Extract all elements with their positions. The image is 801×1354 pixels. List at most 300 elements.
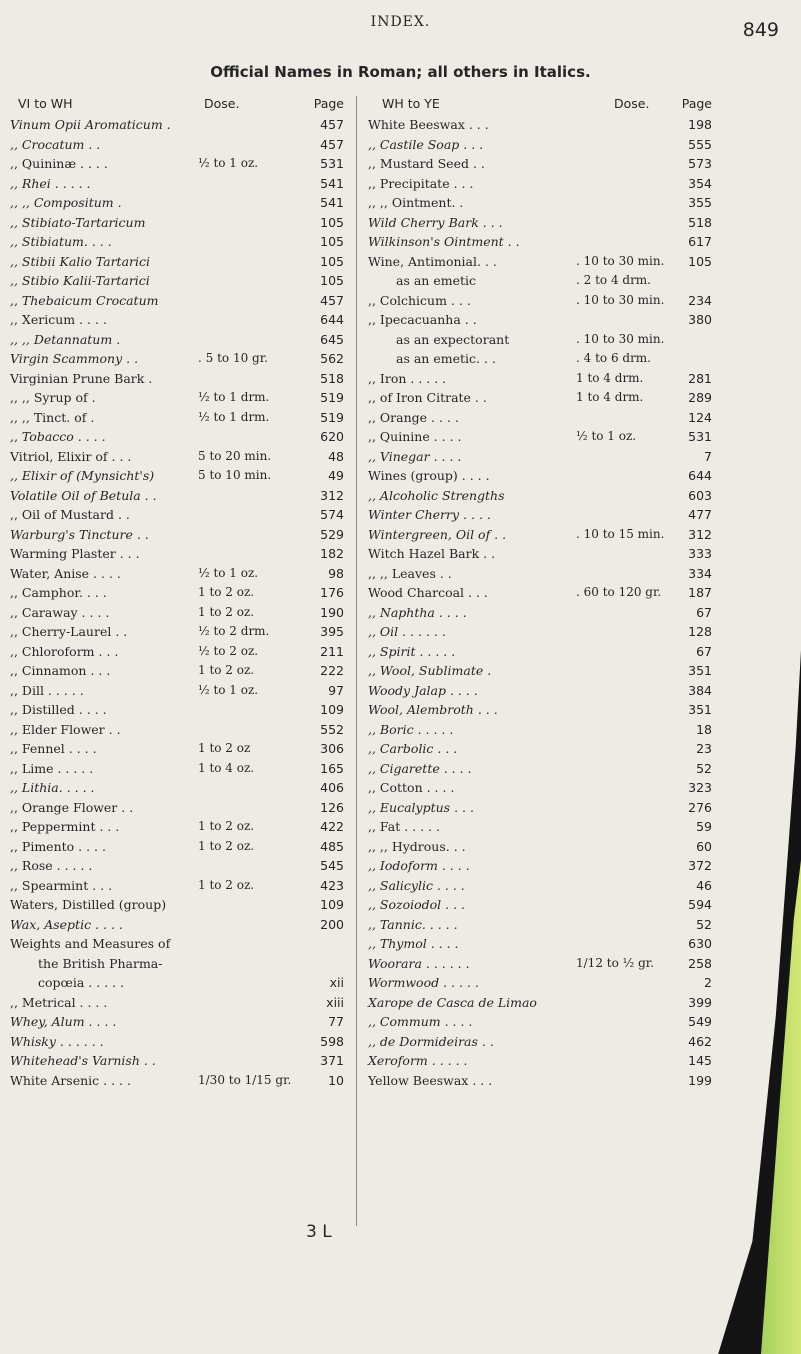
- entry-page: 222: [320, 663, 344, 678]
- entry-name: Warburg's Tincture . .: [10, 526, 149, 542]
- entry-page: 109: [320, 897, 344, 912]
- entry-page: 198: [688, 117, 712, 132]
- entry-dose: . 10 to 30 min.: [576, 253, 665, 268]
- entry-page: 354: [688, 175, 712, 191]
- entry-page: 552: [320, 721, 344, 737]
- entry-page: 289: [688, 390, 712, 405]
- right-index-column: [368, 96, 716, 1090]
- entry-dose: 1 to 4 drm.: [576, 390, 644, 404]
- entry-page: xii: [329, 975, 344, 990]
- index-entry: [368, 486, 716, 506]
- entry-page: 98: [328, 565, 344, 581]
- index-entry: [368, 720, 716, 740]
- index-entry: [10, 1051, 348, 1071]
- page-header: [0, 14, 801, 44]
- entry-dose: ½ to 2 oz.: [198, 643, 259, 658]
- index-entry: [368, 174, 716, 194]
- entry-page: 145: [688, 1053, 712, 1068]
- left-index-column: [10, 96, 348, 1090]
- entry-name: ,, Metrical . . . .: [10, 994, 108, 1010]
- entry-name: ,, Peppermint . . .: [10, 819, 120, 834]
- index-entry: [368, 778, 716, 798]
- entry-name: Vitriol, Elixir of . . .: [10, 448, 132, 464]
- entry-page: 126: [320, 799, 344, 815]
- index-entry: [368, 661, 716, 681]
- entry-name: ,, Rose . . . . .: [10, 858, 93, 873]
- entry-page: 630: [688, 936, 712, 951]
- entry-page: 306: [320, 741, 344, 756]
- entry-page: 598: [320, 1033, 344, 1049]
- entry-name: ,, Lithia. . . . .: [10, 780, 95, 795]
- entry-page: 462: [688, 1033, 712, 1049]
- index-entry: [10, 661, 348, 681]
- entry-dose: 5 to 20 min.: [198, 448, 272, 463]
- entry-name: ,, Camphor. . . .: [10, 585, 107, 600]
- index-entry: [368, 700, 716, 720]
- entry-page: 23: [696, 741, 712, 756]
- index-entry: [10, 622, 348, 642]
- entry-dose: ½ to 1 oz.: [198, 682, 259, 697]
- entry-name: ,, Quinine . . . .: [368, 429, 462, 444]
- entry-dose: 1 to 2 oz.: [198, 585, 255, 599]
- entry-name: as an emetic: [396, 273, 476, 288]
- entry-page: 477: [688, 507, 712, 522]
- entry-page: 406: [320, 780, 344, 795]
- entry-page: 200: [320, 916, 344, 932]
- index-entry: [368, 837, 716, 857]
- index-entry: [10, 213, 348, 233]
- entry-name: ,, Orange Flower . .: [10, 799, 134, 815]
- index-entry: [368, 193, 716, 213]
- index-entry: [10, 973, 348, 993]
- entry-page: 7: [704, 448, 712, 464]
- index-entry: [368, 466, 716, 486]
- entry-page: 617: [688, 234, 712, 249]
- index-entry: [10, 369, 348, 389]
- entry-page: xiii: [326, 994, 344, 1010]
- entry-dose: ½ to 1 drm.: [198, 409, 270, 424]
- entry-page: 423: [320, 877, 344, 893]
- entry-page: 519: [320, 390, 344, 405]
- index-entry: [10, 642, 348, 662]
- entry-name: Wool, Alembroth . . .: [368, 702, 498, 717]
- index-entry: [368, 934, 716, 954]
- entry-name: ,, Alcoholic Strengths: [368, 487, 505, 503]
- page-number: 849: [742, 19, 779, 41]
- entry-dose: ½ to 2 drm.: [198, 624, 270, 638]
- right-page-label: Page: [681, 96, 712, 111]
- left-range-label: VI to WH: [18, 96, 73, 111]
- entry-name: ,, Oil of Mustard . .: [10, 507, 130, 522]
- entry-page: 574: [320, 507, 344, 522]
- index-entry: [368, 252, 716, 272]
- index-entry: [10, 700, 348, 720]
- entry-name: ,, Rhei . . . . .: [10, 175, 91, 191]
- entry-name: ,, Carbolic . . .: [368, 741, 458, 756]
- index-entry: [10, 817, 348, 837]
- entry-name: ,, Wool, Sublimate .: [368, 663, 492, 678]
- index-entry: [10, 739, 348, 759]
- right-entry-list: [368, 115, 716, 1090]
- entry-name: ,, Oil . . . . . .: [368, 624, 446, 639]
- entry-page: 105: [688, 253, 712, 269]
- entry-name: ,, Orange . . . .: [368, 409, 459, 425]
- entry-name: ,, ,, Tinct. of .: [10, 409, 95, 425]
- index-entry: [368, 291, 716, 311]
- entry-dose: ½ to 1 oz.: [198, 565, 259, 580]
- entry-name: Witch Hazel Bark . .: [368, 546, 496, 561]
- entry-name: ,, Sozoiodol . . .: [368, 897, 466, 912]
- entry-page: 187: [688, 585, 712, 600]
- entry-name: Wilkinson's Ointment . .: [368, 234, 520, 249]
- right-dose-label: Dose.: [614, 96, 650, 111]
- index-entry: [368, 798, 716, 818]
- entry-name: Wormwood . . . . .: [368, 975, 479, 990]
- index-entry: [10, 447, 348, 467]
- index-entry: [368, 447, 716, 467]
- entry-page: 105: [320, 234, 344, 249]
- index-entry: [368, 954, 716, 974]
- index-entry: [368, 1032, 716, 1052]
- entry-name: ,, de Dormideiras . .: [368, 1033, 494, 1049]
- entry-name: ,, Tobacco . . . .: [10, 429, 106, 444]
- entry-name: ,, Fat . . . . .: [368, 819, 440, 834]
- entry-name: ,, Cinnamon . . .: [10, 663, 111, 678]
- index-entry: [10, 505, 348, 525]
- index-entry: [10, 798, 348, 818]
- entry-page: 211: [320, 643, 344, 659]
- index-entry: [10, 856, 348, 876]
- index-entry: [10, 466, 348, 486]
- entry-name: ,, Commum . . . .: [368, 1014, 473, 1029]
- entry-name: ,, Chloroform . . .: [10, 643, 119, 659]
- index-entry: [368, 388, 716, 408]
- entry-name: Whey, Alum . . . .: [10, 1014, 117, 1029]
- entry-name: ,, ,, Leaves . .: [368, 565, 452, 581]
- entry-dose: 1/12 to ½ gr.: [576, 955, 654, 970]
- index-entry: [10, 1071, 348, 1091]
- entry-name: ,, Spearmint . . .: [10, 877, 113, 893]
- index-entry: [10, 915, 348, 935]
- entry-page: 457: [320, 117, 344, 132]
- entry-name: Xeroform . . . . .: [368, 1053, 468, 1068]
- entry-dose: 1/30 to 1/15 gr.: [198, 1072, 292, 1087]
- entry-page: 67: [696, 604, 712, 620]
- entry-dose: 1 to 4 oz.: [198, 760, 255, 775]
- entry-dose: 1 to 2 oz: [198, 741, 251, 755]
- entry-page: 644: [688, 468, 712, 483]
- index-entry: [368, 271, 716, 291]
- entry-page: 620: [320, 429, 344, 444]
- index-entry: [368, 622, 716, 642]
- entry-name: Whitehead's Varnish . .: [10, 1053, 156, 1068]
- entry-page: 128: [688, 624, 712, 639]
- entry-page: 529: [320, 526, 344, 542]
- index-title: INDEX.: [370, 14, 431, 30]
- entry-dose: 1 to 2 oz.: [198, 663, 255, 677]
- index-entry: [368, 759, 716, 779]
- entry-page: 457: [320, 136, 344, 152]
- entry-page: 518: [688, 214, 712, 230]
- entry-name: ,, Vinegar . . . .: [368, 448, 462, 464]
- entry-name: ,, Stibiato-Tartaricum: [10, 214, 146, 230]
- entry-page: 531: [688, 429, 712, 444]
- entry-name: ,, Quininæ . . . .: [10, 156, 108, 171]
- entry-page: 52: [696, 916, 712, 932]
- entry-name: Winter Cherry . . . .: [368, 507, 491, 522]
- index-entry: [10, 934, 348, 954]
- entry-name: Wine, Antimonial. . .: [368, 253, 497, 269]
- index-entry: [10, 486, 348, 506]
- entry-name: ,, ,, Ointment. .: [368, 195, 464, 210]
- entry-name: ,, Elixir of (Mynsicht's): [10, 468, 155, 483]
- entry-page: 52: [696, 760, 712, 776]
- entry-name: ,, Naphtha . . . .: [368, 604, 467, 620]
- entry-page: 518: [320, 370, 344, 386]
- index-entry: [10, 525, 348, 545]
- index-entry: [368, 369, 716, 389]
- entry-page: 384: [688, 682, 712, 698]
- entry-name: ,, Thymol . . . .: [368, 936, 459, 951]
- index-entry: [10, 954, 348, 974]
- entry-name: Virgin Scammony . .: [10, 351, 139, 366]
- index-entry: [10, 720, 348, 740]
- index-entry: [10, 1032, 348, 1052]
- entry-page: 573: [688, 156, 712, 171]
- entry-page: 645: [320, 331, 344, 347]
- entry-page: 372: [688, 858, 712, 873]
- index-entry: [368, 427, 716, 447]
- index-entry: [368, 642, 716, 662]
- index-entry: [368, 115, 716, 135]
- entry-page: 109: [320, 702, 344, 717]
- entry-name: ,, Salicylic . . . .: [368, 877, 465, 893]
- entry-name: Xarope de Casca de Limao: [368, 994, 537, 1010]
- entry-name: ,, Crocatum . .: [10, 136, 101, 152]
- entry-name: ,, Thebaicum Crocatum: [10, 292, 159, 308]
- index-entry: [10, 232, 348, 252]
- entry-name: ,, Lime . . . . .: [10, 760, 94, 776]
- entry-page: 334: [688, 565, 712, 581]
- entry-name: ,, Elder Flower . .: [10, 721, 121, 737]
- entry-name: ,, Tannic. . . . .: [368, 916, 458, 932]
- entry-page: 457: [320, 292, 344, 308]
- index-entry: [368, 564, 716, 584]
- entry-name: Woorara . . . . . .: [368, 955, 470, 971]
- entry-name: ,, ,, Detannatum .: [10, 331, 121, 347]
- entry-name: ,, Stibio Kalii-Tartarici: [10, 273, 150, 288]
- index-entry: [368, 993, 716, 1013]
- index-entry: [368, 1012, 716, 1032]
- entry-page: 312: [320, 487, 344, 503]
- index-entry: [10, 1012, 348, 1032]
- subtitle: Official Names in Roman; all others in Italics.: [210, 63, 591, 81]
- index-entry: [368, 603, 716, 623]
- entry-name: Whisky . . . . . .: [10, 1033, 104, 1049]
- index-entry: [368, 154, 716, 174]
- index-entry: [10, 681, 348, 701]
- index-entry: [368, 408, 716, 428]
- entry-page: 541: [320, 195, 344, 210]
- entry-name: ,, Iodoform . . . .: [368, 858, 470, 873]
- entry-name: ,, Caraway . . . .: [10, 604, 110, 620]
- index-entry: [368, 349, 716, 369]
- entry-page: 371: [320, 1053, 344, 1068]
- entry-page: 60: [696, 838, 712, 854]
- entry-page: 562: [320, 351, 344, 366]
- entry-page: 165: [320, 760, 344, 776]
- entry-page: 176: [320, 585, 344, 600]
- index-entry: [368, 876, 716, 896]
- index-entry: [10, 408, 348, 428]
- right-column-header: [368, 96, 716, 115]
- entry-page: 199: [688, 1072, 712, 1088]
- entry-page: 276: [688, 799, 712, 815]
- entry-name: Wild Cherry Bark . . .: [368, 214, 503, 230]
- entry-page: 380: [688, 312, 712, 327]
- index-entry: [10, 993, 348, 1013]
- entry-page: 519: [320, 409, 344, 425]
- entry-name: ,, Ipecacuanha . .: [368, 312, 477, 327]
- index-entry: [10, 778, 348, 798]
- entry-dose: . 4 to 6 drm.: [576, 351, 651, 365]
- index-entry: [368, 310, 716, 330]
- entry-name: copœia . . . . .: [38, 975, 125, 990]
- entry-page: 182: [320, 546, 344, 561]
- entry-dose: . 60 to 120 gr.: [576, 585, 662, 599]
- index-entry: [10, 388, 348, 408]
- index-entry: [368, 915, 716, 935]
- entry-name: Wines (group) . . . .: [368, 468, 490, 483]
- entry-name: ,, Colchicum . . .: [368, 292, 471, 308]
- index-entry: [368, 817, 716, 837]
- entry-name: ,, Mustard Seed . .: [368, 156, 485, 171]
- entry-dose: 5 to 10 min.: [198, 468, 272, 482]
- entry-name: ,, ,, Syrup of .: [10, 390, 96, 405]
- index-entry: [368, 1051, 716, 1071]
- index-entry: [368, 895, 716, 915]
- entry-page: 105: [320, 253, 344, 269]
- entry-name: ,, Dill . . . . .: [10, 682, 84, 698]
- entry-dose: . 2 to 4 drm.: [576, 273, 651, 287]
- index-entry: [10, 310, 348, 330]
- entry-dose: ½ to 1 oz.: [576, 429, 637, 443]
- entry-name: Wax, Aseptic . . . .: [10, 916, 123, 932]
- entry-name: ,, Iron . . . . .: [368, 370, 447, 386]
- entry-name: ,, of Iron Citrate . .: [368, 390, 487, 405]
- entry-name: ,, Precipitate . . .: [368, 175, 474, 191]
- entry-page: 541: [320, 175, 344, 191]
- index-entry: [10, 291, 348, 311]
- entry-name: Waters, Distilled (group): [10, 897, 167, 912]
- entry-page: 603: [688, 487, 712, 503]
- entry-dose: . 10 to 15 min.: [576, 526, 665, 541]
- entry-page: 77: [328, 1014, 344, 1029]
- entry-name: ,, Pimento . . . .: [10, 838, 106, 854]
- entry-name: White Arsenic . . . .: [10, 1072, 131, 1088]
- entry-name: ,, ,, Compositum .: [10, 195, 122, 210]
- entry-dose: 1 to 2 oz.: [198, 838, 255, 853]
- entry-page: 594: [688, 897, 712, 912]
- right-range-label: WH to YE: [382, 96, 440, 111]
- entry-page: 281: [688, 370, 712, 386]
- index-entry: [10, 583, 348, 603]
- entry-dose: . 10 to 30 min.: [576, 331, 665, 346]
- entry-page: 555: [688, 136, 712, 152]
- left-entry-list: [10, 115, 348, 1090]
- entry-page: 49: [328, 468, 344, 483]
- entry-page: 46: [696, 877, 712, 893]
- entry-name: ,, Fennel . . . .: [10, 741, 97, 756]
- entry-name: ,, Cherry-Laurel . .: [10, 624, 128, 639]
- index-entry: [368, 232, 716, 252]
- entry-name: ,, Boric . . . . .: [368, 721, 454, 737]
- entry-name: ,, Cotton . . . .: [368, 780, 455, 795]
- entry-dose: . 10 to 30 min.: [576, 292, 665, 307]
- index-entry: [368, 213, 716, 233]
- entry-page: 399: [688, 994, 712, 1010]
- entry-name: the British Pharma-: [38, 955, 163, 971]
- index-entry: [10, 564, 348, 584]
- entry-page: 2: [704, 975, 712, 990]
- entry-name: Wood Charcoal . . .: [368, 585, 488, 600]
- entry-dose: 1 to 4 drm.: [576, 370, 644, 385]
- entry-page: 97: [328, 682, 344, 698]
- entry-dose: ½ to 1 drm.: [198, 390, 270, 404]
- entry-page: 190: [320, 604, 344, 620]
- entry-page: 351: [688, 663, 712, 678]
- entry-name: ,, Castile Soap . . .: [368, 136, 484, 152]
- index-entry: [10, 895, 348, 915]
- entry-page: 18: [696, 721, 712, 737]
- entry-page: 234: [688, 292, 712, 308]
- index-entry: [368, 856, 716, 876]
- entry-name: ,, Cigarette . . . .: [368, 760, 472, 776]
- entry-page: 105: [320, 273, 344, 288]
- entry-page: 355: [688, 195, 712, 210]
- entry-page: 395: [320, 624, 344, 639]
- index-entry: [368, 544, 716, 564]
- index-entry: [368, 739, 716, 759]
- entry-name: ,, Stibiatum. . . .: [10, 234, 112, 249]
- entry-page: 351: [688, 702, 712, 717]
- index-entry: [10, 349, 348, 369]
- entry-name: ,, Spirit . . . . .: [368, 643, 456, 659]
- entry-name: ,, Eucalyptus . . .: [368, 799, 474, 815]
- left-dose-label: Dose.: [204, 96, 240, 111]
- index-entry: [10, 603, 348, 623]
- entry-name: as an expectorant: [396, 331, 510, 347]
- entry-dose: 1 to 2 oz.: [198, 604, 255, 619]
- entry-name: ,, Stibii Kalio Tartarici: [10, 253, 151, 269]
- entry-page: 644: [320, 312, 344, 327]
- entry-page: 549: [688, 1014, 712, 1029]
- entry-dose: . 5 to 10 gr.: [198, 351, 268, 365]
- index-entry: [368, 973, 716, 993]
- entry-name: ,, ,, Hydrous. . .: [368, 838, 466, 854]
- index-entry: [368, 583, 716, 603]
- index-entry: [10, 174, 348, 194]
- entry-name: ,, Distilled . . . .: [10, 702, 107, 717]
- entry-name: Yellow Beeswax . . .: [368, 1072, 493, 1088]
- entry-page: 124: [688, 409, 712, 425]
- index-entry: [10, 427, 348, 447]
- signature-mark: 3 L: [306, 1222, 332, 1242]
- index-entry: [10, 544, 348, 564]
- entry-page: 105: [320, 214, 344, 230]
- entry-name: Wintergreen, Oil of . .: [368, 526, 507, 542]
- index-entry: [368, 505, 716, 525]
